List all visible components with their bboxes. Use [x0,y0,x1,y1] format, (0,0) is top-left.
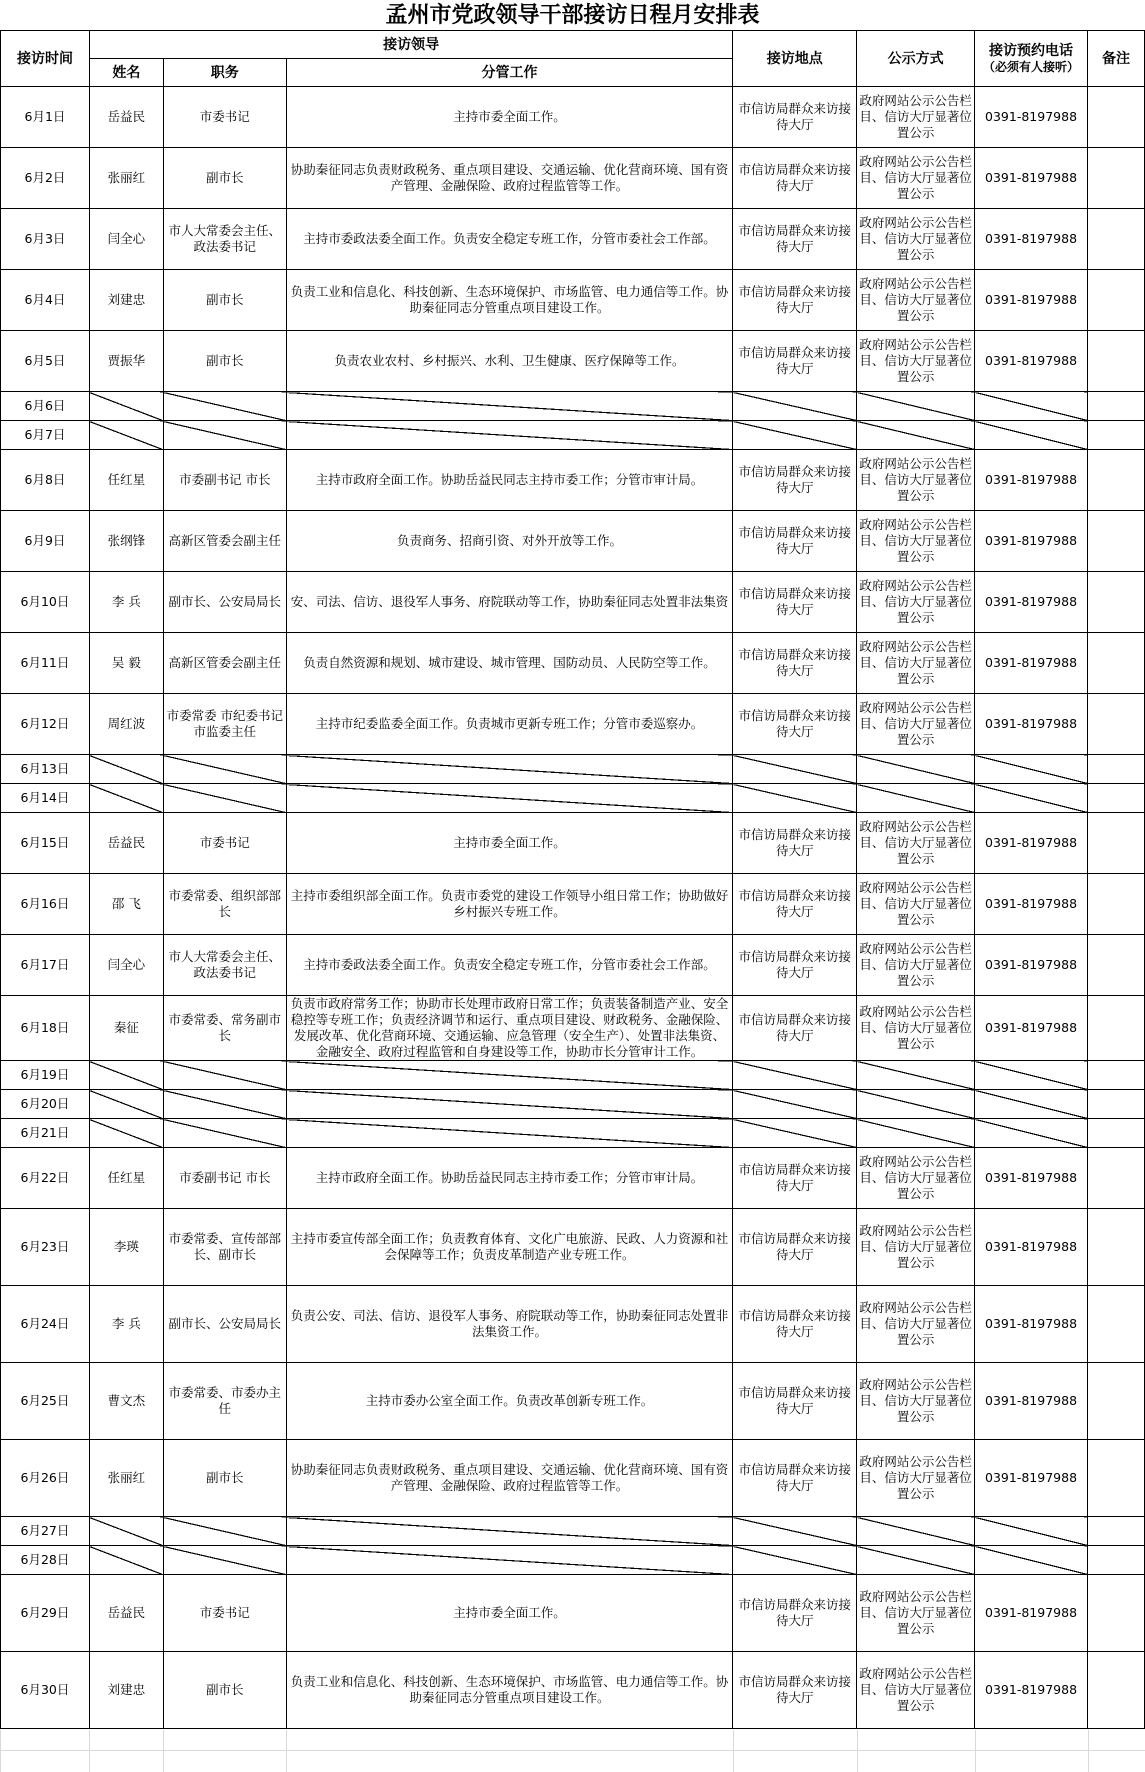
location-cell[interactable] [733,755,857,784]
remark-cell[interactable] [1088,1440,1145,1517]
duty-cell[interactable]: 负责工业和信息化、科技创新、生态环境保护、市场监管、电力通信等工作。协助秦征同志分管重点项目建设工作。 [286,270,733,331]
remark-cell[interactable] [1088,270,1145,331]
date-cell[interactable]: 6月12日 [1,694,90,755]
date-cell[interactable]: 6月19日 [1,1061,90,1090]
header-leader-group[interactable]: 接访领导 [89,31,732,59]
date-cell[interactable]: 6月28日 [1,1546,90,1575]
date-cell[interactable]: 6月21日 [1,1119,90,1148]
duty-cell[interactable]: 负责工业和信息化、科技创新、生态环境保护、市场监管、电力通信等工作。协助秦征同志分管重点项目建设工作。 [286,1652,733,1729]
remark-cell[interactable] [1088,874,1145,935]
grid-line [89,1730,90,1772]
remark-cell[interactable] [1088,1209,1145,1286]
remark-cell[interactable] [1088,784,1145,813]
grid-line [975,1730,976,1772]
duty-cell[interactable] [286,1061,733,1090]
location-cell[interactable]: 市信访局群众来访接待大厅 [733,511,857,572]
position-cell[interactable]: 市委书记 [163,87,286,148]
position-cell[interactable] [163,392,286,421]
phone-cell[interactable] [975,421,1088,450]
position-cell[interactable]: 市委书记 [163,1575,286,1652]
location-cell[interactable]: 市信访局群众来访接待大厅 [733,1440,857,1517]
remark-cell[interactable] [1088,996,1145,1061]
duty-cell[interactable]: 主持市委全面工作。 [286,813,733,874]
remark-cell[interactable] [1088,392,1145,421]
phone-cell[interactable]: 0391-8197988 [975,1209,1088,1286]
date-cell[interactable]: 6月7日 [1,421,90,450]
notice-cell[interactable]: 政府网站公示公告栏目、信访大厅显著位置公示 [857,511,975,572]
table-row [1,874,1145,935]
phone-cell[interactable]: 0391-8197988 [975,511,1088,572]
position-cell[interactable]: 市人大常委会主任、政法委书记 [163,209,286,270]
remark-cell[interactable] [1088,1148,1145,1209]
position-cell[interactable]: 市委常委、常务副市长 [163,996,286,1061]
header-phone[interactable] [975,31,1088,87]
duty-cell[interactable] [286,421,733,450]
notice-cell[interactable]: 政府网站公示公告栏目、信访大厅显著位置公示 [857,1363,975,1440]
notice-cell[interactable]: 政府网站公示公告栏目、信访大厅显著位置公示 [857,572,975,633]
remark-cell[interactable] [1088,813,1145,874]
notice-cell[interactable]: 政府网站公示公告栏目、信访大厅显著位置公示 [857,209,975,270]
name-cell[interactable]: 任红星 [89,1148,163,1209]
notice-cell[interactable] [857,1546,975,1575]
name-cell[interactable] [89,1517,163,1546]
date-cell[interactable]: 6月8日 [1,450,90,511]
date-cell[interactable]: 6月15日 [1,813,90,874]
duty-cell[interactable]: 主持市委全面工作。 [286,1575,733,1652]
phone-cell[interactable]: 0391-8197988 [975,996,1088,1061]
notice-cell[interactable]: 政府网站公示公告栏目、信访大厅显著位置公示 [857,633,975,694]
phone-cell[interactable]: 0391-8197988 [975,148,1088,209]
location-cell[interactable]: 市信访局群众来访接待大厅 [733,572,857,633]
notice-cell[interactable]: 政府网站公示公告栏目、信访大厅显著位置公示 [857,1148,975,1209]
notice-cell[interactable] [857,1061,975,1090]
table-row [1,996,1145,1061]
name-cell[interactable]: 岳益民 [89,87,163,148]
phone-cell[interactable]: 0391-8197988 [975,1440,1088,1517]
name-cell[interactable]: 李 兵 [89,1286,163,1363]
location-cell[interactable]: 市信访局群众来访接待大厅 [733,1209,857,1286]
duty-cell[interactable]: 负责自然资源和规划、城市建设、城市管理、国防动员、人民防空等工作。 [286,633,733,694]
date-cell[interactable]: 6月17日 [1,935,90,996]
position-cell[interactable] [163,1546,286,1575]
position-cell[interactable] [163,784,286,813]
table-row [1,331,1145,392]
location-cell[interactable] [733,1061,857,1090]
name-cell[interactable]: 秦征 [89,996,163,1061]
phone-cell[interactable]: 0391-8197988 [975,935,1088,996]
name-cell[interactable]: 张丽红 [89,1440,163,1517]
duty-cell[interactable]: 安、司法、信访、退役军人事务、府院联动等工作，协助秦征同志处置非法集资 [286,572,733,633]
notice-cell[interactable]: 政府网站公示公告栏目、信访大厅显著位置公示 [857,450,975,511]
location-cell[interactable]: 市信访局群众来访接待大厅 [733,633,857,694]
remark-cell[interactable] [1088,331,1145,392]
duty-cell[interactable]: 负责市政府常务工作；协助市长处理市政府日常工作；负责装备制造产业、安全稳控等专班工作；负责经济调节和运行、重点项目建设、财政税务、金融保险、发展改革、优化营商环境、交通运输、应急管理（安全生产）、处置非法集资、金融安全、政府过程监管和自身建设等工作，协助市长分管审计工作。 [286,996,733,1061]
notice-cell[interactable]: 政府网站公示公告栏目、信访大厅显著位置公示 [857,1286,975,1363]
position-cell[interactable]: 高新区管委会副主任 [163,511,286,572]
header-phone-label: 接访预约电话 [989,42,1074,59]
name-cell[interactable]: 邵 飞 [89,874,163,935]
name-cell[interactable]: 刘建忠 [89,1652,163,1729]
remark-cell[interactable] [1088,450,1145,511]
name-cell[interactable]: 岳益民 [89,813,163,874]
date-cell[interactable]: 6月26日 [1,1440,90,1517]
table-row [1,1652,1145,1729]
table-row [1,1148,1145,1209]
position-cell[interactable] [163,1517,286,1546]
phone-cell[interactable]: 0391-8197988 [975,450,1088,511]
duty-cell[interactable] [286,784,733,813]
phone-cell[interactable]: 0391-8197988 [975,1148,1088,1209]
remark-cell[interactable] [1088,935,1145,996]
location-cell[interactable] [733,392,857,421]
date-cell[interactable]: 6月11日 [1,633,90,694]
table-row [1,450,1145,511]
header-name[interactable]: 姓名 [89,59,163,87]
location-cell[interactable]: 市信访局群众来访接待大厅 [733,331,857,392]
table-row [1,209,1145,270]
duty-cell[interactable] [286,1090,733,1119]
duty-cell[interactable]: 负责公安、司法、信访、退役军人事务、府院联动等工作，协助秦征同志处置非法集资工作。 [286,1286,733,1363]
location-cell[interactable]: 市信访局群众来访接待大厅 [733,996,857,1061]
phone-cell[interactable]: 0391-8197988 [975,209,1088,270]
duty-cell[interactable]: 协助秦征同志负责财政税务、重点项目建设、交通运输、优化营商环境、国有资产管理、金融保险、政府过程监管等工作。 [286,1440,733,1517]
table-row [1,392,1145,421]
position-cell[interactable]: 副市长 [163,1440,286,1517]
phone-cell[interactable]: 0391-8197988 [975,874,1088,935]
duty-cell[interactable]: 主持市委全面工作。 [286,87,733,148]
remark-cell[interactable] [1088,633,1145,694]
location-cell[interactable]: 市信访局群众来访接待大厅 [733,1652,857,1729]
notice-cell[interactable]: 政府网站公示公告栏目、信访大厅显著位置公示 [857,694,975,755]
phone-cell[interactable]: 0391-8197988 [975,1575,1088,1652]
duty-cell[interactable]: 负责商务、招商引资、对外开放等工作。 [286,511,733,572]
remark-cell[interactable] [1088,1090,1145,1119]
phone-cell[interactable] [975,755,1088,784]
location-cell[interactable]: 市信访局群众来访接待大厅 [733,270,857,331]
schedule-table [0,30,1145,1729]
name-cell[interactable]: 曹文杰 [89,1363,163,1440]
duty-cell[interactable] [286,1546,733,1575]
header-remark[interactable]: 备注 [1088,31,1145,87]
grid-line [857,1730,858,1772]
duty-cell[interactable]: 主持市委宣传部全面工作；负责教育体育、文化广电旅游、民政、人力资源和社会保障等工作；负责皮革制造产业专班工作。 [286,1209,733,1286]
notice-cell[interactable]: 政府网站公示公告栏目、信访大厅显著位置公示 [857,1209,975,1286]
duty-cell[interactable]: 主持市委政法委全面工作。负责安全稳定专班工作，分管市委社会工作部。 [286,209,733,270]
location-cell[interactable] [733,421,857,450]
table-row [1,813,1145,874]
name-cell[interactable] [89,755,163,784]
header-phone-sub: （必须有人接听） [983,59,1080,74]
remark-cell[interactable] [1088,1575,1145,1652]
remark-cell[interactable] [1088,1363,1145,1440]
date-cell[interactable]: 6月20日 [1,1090,90,1119]
position-cell[interactable]: 高新区管委会副主任 [163,633,286,694]
location-cell[interactable] [733,1119,857,1148]
remark-cell[interactable] [1088,1546,1145,1575]
date-cell[interactable]: 6月18日 [1,996,90,1061]
duty-cell[interactable] [286,1119,733,1148]
notice-cell[interactable] [857,755,975,784]
position-cell[interactable]: 市委常委、市委办主任 [163,1363,286,1440]
name-cell[interactable]: 张纲锋 [89,511,163,572]
name-cell[interactable]: 贾振华 [89,331,163,392]
location-cell[interactable] [733,1090,857,1119]
table-row [1,572,1145,633]
position-cell[interactable] [163,1119,286,1148]
phone-cell[interactable]: 0391-8197988 [975,633,1088,694]
duty-cell[interactable]: 主持市政府全面工作。协助岳益民同志主持市委工作；分管市审计局。 [286,450,733,511]
grid-line [286,1730,287,1772]
position-cell[interactable]: 副市长、公安局局长 [163,1286,286,1363]
remark-cell[interactable] [1088,572,1145,633]
grid-line [1088,1730,1089,1772]
name-cell[interactable]: 周红波 [89,694,163,755]
name-cell[interactable]: 任红星 [89,450,163,511]
name-cell[interactable]: 岳益民 [89,1575,163,1652]
table-row [1,1575,1145,1652]
name-cell[interactable]: 闫全心 [89,209,163,270]
position-cell[interactable]: 副市长、公安局局长 [163,572,286,633]
empty-grid-area [0,1730,1145,1772]
table-row [1,1546,1145,1575]
duty-cell[interactable] [286,755,733,784]
table-row [1,511,1145,572]
notice-cell[interactable]: 政府网站公示公告栏目、信访大厅显著位置公示 [857,813,975,874]
date-cell[interactable]: 6月27日 [1,1517,90,1546]
location-cell[interactable]: 市信访局群众来访接待大厅 [733,148,857,209]
notice-cell[interactable]: 政府网站公示公告栏目、信访大厅显著位置公示 [857,148,975,209]
header-position[interactable]: 职务 [163,59,286,87]
header-location[interactable]: 接访地点 [733,31,857,87]
phone-cell[interactable] [975,784,1088,813]
date-cell[interactable]: 6月2日 [1,148,90,209]
notice-cell[interactable]: 政府网站公示公告栏目、信访大厅显著位置公示 [857,874,975,935]
remark-cell[interactable] [1088,511,1145,572]
date-cell[interactable]: 6月1日 [1,87,90,148]
location-cell[interactable] [733,1546,857,1575]
header-duty[interactable]: 分管工作 [286,59,733,87]
header-row-1 [1,31,1145,59]
date-cell[interactable]: 6月13日 [1,755,90,784]
name-cell[interactable]: 李瑛 [89,1209,163,1286]
table-row [1,633,1145,694]
date-cell[interactable]: 6月3日 [1,209,90,270]
location-cell[interactable]: 市信访局群众来访接待大厅 [733,1363,857,1440]
notice-cell[interactable]: 政府网站公示公告栏目、信访大厅显著位置公示 [857,996,975,1061]
position-cell[interactable]: 市委常委 市纪委书记 市监委主任 [163,694,286,755]
remark-cell[interactable] [1088,755,1145,784]
date-cell[interactable]: 6月30日 [1,1652,90,1729]
table-row [1,421,1145,450]
position-cell[interactable]: 市委常委、组织部部长 [163,874,286,935]
table-row [1,1363,1145,1440]
phone-cell[interactable]: 0391-8197988 [975,331,1088,392]
position-cell[interactable]: 市委副书记 市长 [163,1148,286,1209]
table-row [1,1119,1145,1148]
location-cell[interactable]: 市信访局群众来访接待大厅 [733,1575,857,1652]
remark-cell[interactable] [1088,209,1145,270]
duty-cell[interactable]: 主持市委政法委全面工作。负责安全稳定专班工作，分管市委社会工作部。 [286,935,733,996]
phone-cell[interactable]: 0391-8197988 [975,813,1088,874]
notice-cell[interactable] [857,392,975,421]
notice-cell[interactable]: 政府网站公示公告栏目、信访大厅显著位置公示 [857,1575,975,1652]
location-cell[interactable]: 市信访局群众来访接待大厅 [733,874,857,935]
position-cell[interactable] [163,1061,286,1090]
location-cell[interactable] [733,1517,857,1546]
position-cell[interactable] [163,1090,286,1119]
header-time[interactable]: 接访时间 [1,31,90,87]
phone-cell[interactable]: 0391-8197988 [975,1363,1088,1440]
location-cell[interactable] [733,784,857,813]
remark-cell[interactable] [1088,1517,1145,1546]
position-cell[interactable]: 副市长 [163,148,286,209]
location-cell[interactable]: 市信访局群众来访接待大厅 [733,813,857,874]
remark-cell[interactable] [1088,1061,1145,1090]
remark-cell[interactable] [1088,694,1145,755]
position-cell[interactable]: 市人大常委会主任、政法委书记 [163,935,286,996]
location-cell[interactable]: 市信访局群众来访接待大厅 [733,694,857,755]
position-cell[interactable]: 市委书记 [163,813,286,874]
header-notice[interactable]: 公示方式 [857,31,975,87]
position-cell[interactable]: 副市长 [163,270,286,331]
table-row [1,1061,1145,1090]
name-cell[interactable] [89,1090,163,1119]
duty-cell[interactable]: 主持市纪委监委全面工作。负责城市更新专班工作；分管市委巡察办。 [286,694,733,755]
notice-cell[interactable] [857,1517,975,1546]
remark-cell[interactable] [1088,421,1145,450]
notice-cell[interactable]: 政府网站公示公告栏目、信访大厅显著位置公示 [857,1440,975,1517]
remark-cell[interactable] [1088,148,1145,209]
phone-cell[interactable]: 0391-8197988 [975,1652,1088,1729]
position-cell[interactable]: 市委副书记 市长 [163,450,286,511]
name-cell[interactable]: 张丽红 [89,148,163,209]
phone-cell[interactable]: 0391-8197988 [975,694,1088,755]
phone-cell[interactable]: 0391-8197988 [975,270,1088,331]
position-cell[interactable] [163,755,286,784]
position-cell[interactable]: 副市长 [163,1652,286,1729]
name-cell[interactable] [89,1546,163,1575]
position-cell[interactable] [163,421,286,450]
remark-cell[interactable] [1088,1652,1145,1729]
table-row [1,1517,1145,1546]
notice-cell[interactable]: 政府网站公示公告栏目、信访大厅显著位置公示 [857,331,975,392]
date-cell[interactable]: 6月25日 [1,1363,90,1440]
phone-cell[interactable] [975,1119,1088,1148]
name-cell[interactable] [89,1061,163,1090]
date-cell[interactable]: 6月16日 [1,874,90,935]
remark-cell[interactable] [1088,1119,1145,1148]
location-cell[interactable]: 市信访局群众来访接待大厅 [733,209,857,270]
name-cell[interactable] [89,1119,163,1148]
notice-cell[interactable] [857,784,975,813]
duty-cell[interactable]: 主持市委办公室全面工作。负责改革创新专班工作。 [286,1363,733,1440]
name-cell[interactable]: 刘建忠 [89,270,163,331]
remark-cell[interactable] [1088,1286,1145,1363]
phone-cell[interactable]: 0391-8197988 [975,1286,1088,1363]
date-cell[interactable]: 6月6日 [1,392,90,421]
date-cell[interactable]: 6月23日 [1,1209,90,1286]
name-cell[interactable] [89,421,163,450]
name-cell[interactable]: 吴 毅 [89,633,163,694]
name-cell[interactable]: 闫全心 [89,935,163,996]
table-row [1,148,1145,209]
duty-cell[interactable] [286,392,733,421]
date-cell[interactable]: 6月5日 [1,331,90,392]
table-row [1,755,1145,784]
remark-cell[interactable] [1088,87,1145,148]
duty-cell[interactable]: 主持市政府全面工作。协助岳益民同志主持市委工作；分管市审计局。 [286,1148,733,1209]
location-cell[interactable]: 市信访局群众来访接待大厅 [733,450,857,511]
notice-cell[interactable] [857,421,975,450]
phone-cell[interactable] [975,1546,1088,1575]
table-row [1,784,1145,813]
notice-cell[interactable]: 政府网站公示公告栏目、信访大厅显著位置公示 [857,87,975,148]
table-row [1,1286,1145,1363]
phone-cell[interactable]: 0391-8197988 [975,572,1088,633]
table-row [1,694,1145,755]
location-cell[interactable]: 市信访局群众来访接待大厅 [733,935,857,996]
position-cell[interactable]: 副市长 [163,331,286,392]
duty-cell[interactable] [286,1517,733,1546]
phone-cell[interactable] [975,1061,1088,1090]
grid-line [733,1730,734,1772]
phone-cell[interactable] [975,1090,1088,1119]
date-cell[interactable]: 6月10日 [1,572,90,633]
table-row [1,1209,1145,1286]
table-row [1,935,1145,996]
date-cell[interactable]: 6月4日 [1,270,90,331]
phone-cell[interactable] [975,392,1088,421]
location-cell[interactable]: 市信访局群众来访接待大厅 [733,1148,857,1209]
duty-cell[interactable]: 主持市委组织部全面工作。负责市委党的建设工作领导小组日常工作；协助做好乡村振兴专班工作。 [286,874,733,935]
phone-cell[interactable]: 0391-8197988 [975,87,1088,148]
table-row [1,270,1145,331]
notice-cell[interactable] [857,1090,975,1119]
grid-line [0,1750,1145,1751]
name-cell[interactable] [89,784,163,813]
phone-cell[interactable] [975,1517,1088,1546]
name-cell[interactable]: 李 兵 [89,572,163,633]
notice-cell[interactable]: 政府网站公示公告栏目、信访大厅显著位置公示 [857,270,975,331]
position-cell[interactable]: 市委常委、宣传部部长、副市长 [163,1209,286,1286]
notice-cell[interactable] [857,1119,975,1148]
name-cell[interactable] [89,392,163,421]
table-row [1,1090,1145,1119]
date-cell[interactable]: 6月9日 [1,511,90,572]
date-cell[interactable]: 6月22日 [1,1148,90,1209]
table-row [1,87,1145,148]
location-cell[interactable]: 市信访局群众来访接待大厅 [733,1286,857,1363]
notice-cell[interactable]: 政府网站公示公告栏目、信访大厅显著位置公示 [857,935,975,996]
duty-cell[interactable]: 协助秦征同志负责财政税务、重点项目建设、交通运输、优化营商环境、国有资产管理、金融保险、政府过程监管等工作。 [286,148,733,209]
date-cell[interactable]: 6月24日 [1,1286,90,1363]
location-cell[interactable]: 市信访局群众来访接待大厅 [733,87,857,148]
duty-cell[interactable]: 负责农业农村、乡村振兴、水利、卫生健康、医疗保障等工作。 [286,331,733,392]
sheet-title: 孟州市党政领导干部接访日程月安排表 [385,2,760,28]
table-row [1,1440,1145,1517]
grid-line [163,1730,164,1772]
date-cell[interactable]: 6月14日 [1,784,90,813]
date-cell[interactable]: 6月29日 [1,1575,90,1652]
grid-line [0,1730,1,1772]
notice-cell[interactable]: 政府网站公示公告栏目、信访大厅显著位置公示 [857,1652,975,1729]
